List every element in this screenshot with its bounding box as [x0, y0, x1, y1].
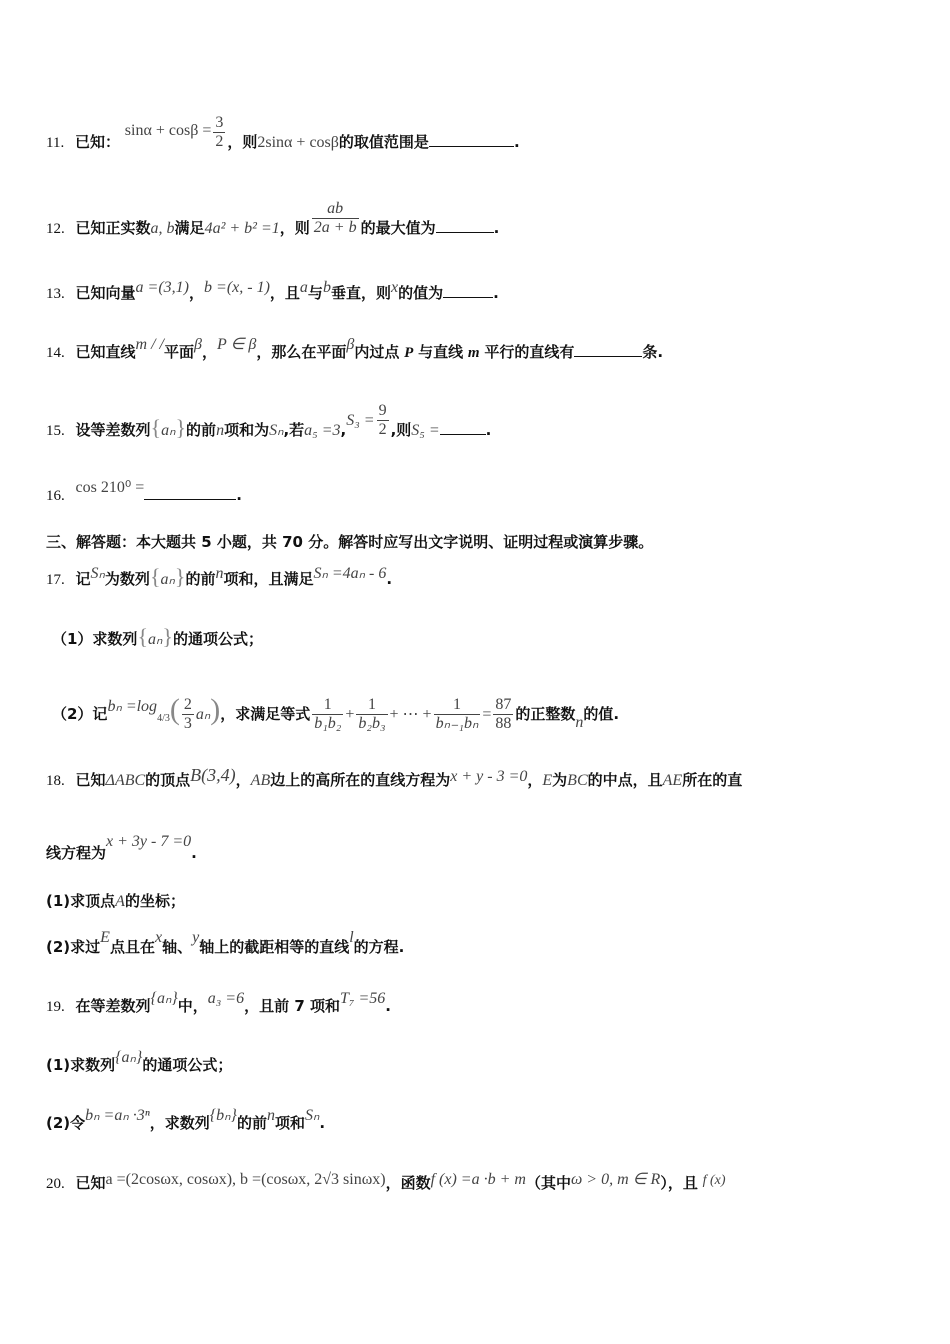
question-number: 11.	[46, 135, 65, 151]
question-number: 16.	[46, 488, 65, 504]
question-17-part-2: （2）记bₙ =log4/3( $\frac{2}{3}$ aₙ)，求满足等式 $\frac{1}{\text{b₁b₂}}$ + $\frac{1}{\text{b₂b₃}}$ + ⋯ + $\frac{1}{\text{bₙ₋₁bₙ}}$ = $\frac{87}{88}$ 的正整数n的值.	[52, 693, 620, 732]
fraction: $\frac{2}{3}$	[183, 696, 192, 732]
question-18-cont: 线方程为x + 3y - 7 =0.	[46, 833, 197, 862]
question-18-part-1: (1)求顶点A的坐标；	[46, 892, 185, 910]
question-12: 12. 已知正实数a, b满足4a² + b² =1，则 $\frac{ab}{2a + b}$ 的最大值为 .	[46, 200, 500, 237]
question-number: 15.	[46, 423, 65, 439]
section-heading: 三、解答题：本大题共 5 小题，共 70 分。解答时应写出文字说明、证明过程或演算步骤。	[46, 533, 654, 551]
question-14: 14. 已知直线m / /平面β，P ∈ β，那么在平面β内过点 P 与直线 m 平行的直线有 条.	[46, 336, 664, 361]
fraction: $\frac{1}{\text{b₁b₂}}$	[314, 696, 342, 732]
question-18-part-2: (2)求过E点且在x轴、y轴上的截距相等的直线l的方程.	[46, 929, 405, 956]
question-number: 18.	[46, 773, 65, 789]
fraction: $\frac{1}{\text{b₂b₃}}$	[358, 696, 386, 732]
answer-blank	[436, 217, 494, 233]
question-number: 12.	[46, 221, 65, 237]
question-19-part-2: (2)令bₙ =aₙ ·3ⁿ，求数列{bₙ}的前n项和Sₙ.	[46, 1107, 326, 1132]
question-11: 11. 已知： sinα + cosβ = $\frac{3}{2}$ ，则2sinα + cosβ的取值范围是 .	[46, 114, 520, 151]
answer-blank	[443, 282, 493, 298]
fraction: $\frac{87}{88}$	[495, 696, 512, 732]
answer-blank	[440, 419, 486, 435]
fraction: $\frac{1}{\text{bₙ₋₁bₙ}}$	[435, 696, 479, 732]
question-15: 15. 设等差数列{aₙ}的前n项和为Sₙ,若a₅ =3,S₃ = $\frac{9}{2}$ ,则S₅ = .	[46, 402, 492, 440]
question-17-part-1: （1）求数列{aₙ}的通项公式；	[52, 624, 263, 649]
question-13: 13. 已知向量a =(3,1)，b =(x, - 1)，且a与b垂直，则x的值为 .	[46, 279, 499, 302]
question-17: 17. 记Sₙ为数列{aₙ}的前n项和，且满足Sₙ =4aₙ - 6.	[46, 564, 393, 589]
question-number: 19.	[46, 999, 65, 1015]
question-number: 14.	[46, 345, 65, 361]
question-number: 13.	[46, 286, 65, 302]
question-number: 20.	[46, 1176, 65, 1192]
math-expr: sinα + cosβ =	[124, 122, 212, 139]
question-number: 17.	[46, 572, 65, 588]
math-expr: 2sinα + cosβ	[257, 134, 339, 151]
fraction: $\frac{3}{2}$	[215, 114, 224, 150]
answer-blank	[429, 131, 514, 147]
fraction: $\frac{9}{2}$	[378, 402, 387, 438]
answer-blank	[144, 484, 236, 500]
question-20: 20. 已知a =(2cosωx, cosωx), b =(cosωx, 2√3 sinωx)，函数f (x) =a ·b + m（其中ω > 0, m ∈ R），且 f (x)	[46, 1171, 726, 1192]
fraction: $\frac{ab}{2a + b}$	[313, 200, 357, 236]
question-16: 16. cos 210⁰ = .	[46, 479, 242, 504]
question-19: 19. 在等差数列{aₙ}中，a₃ =6，且前 7 项和T₇ =56.	[46, 990, 391, 1015]
answer-blank	[574, 341, 642, 357]
question-19-part-1: (1)求数列{aₙ}的通项公式；	[46, 1049, 233, 1074]
question-18: 18. 已知ΔABC的顶点B(3,4)，AB边上的高所在的直线方程为x + y - 3 =0，E为BC的中点，且AE所在的直	[46, 765, 743, 789]
